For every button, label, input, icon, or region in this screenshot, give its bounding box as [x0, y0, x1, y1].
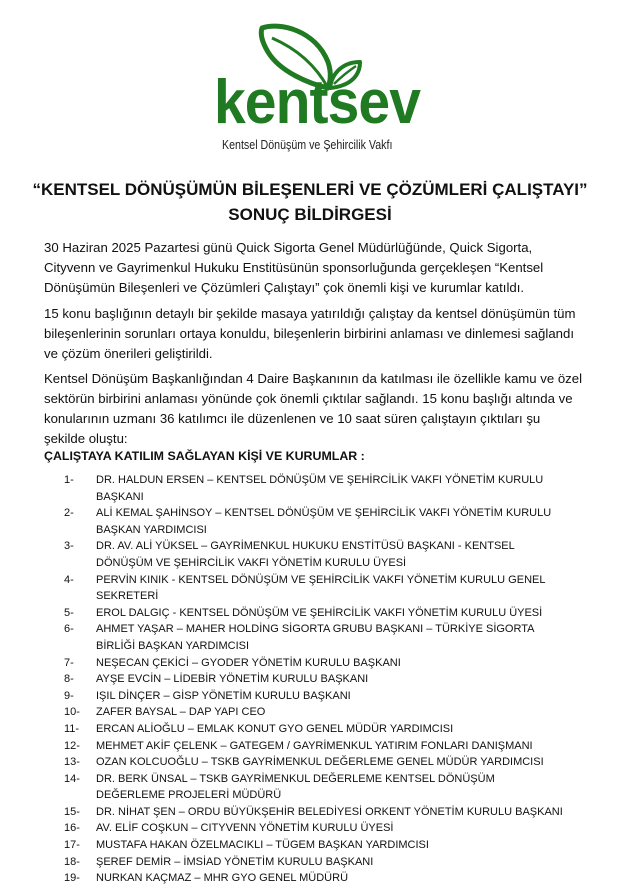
list-item	[64, 688, 564, 705]
item-number: 12-	[64, 739, 80, 752]
logo-wordmark: kentsev	[214, 68, 421, 137]
list-item	[64, 854, 564, 871]
item-text: ALİ KEMAL ŞAHİNSOY – KENTSEL DÖNÜŞÜM VE ŞEHİRCİLİK VAKFI YÖNETİM KURULU BAŞKAN YARDIMCISI	[96, 507, 552, 536]
item-number: 5-	[64, 606, 74, 619]
item-text: PERVİN KINIK - KENTSEL DÖNÜŞÜM VE ŞEHİRCİLİK VAKFI YÖNETİM KURULU GENEL SEKRETERİ	[96, 573, 546, 603]
list-item	[64, 655, 564, 672]
list-item	[64, 837, 564, 854]
participants-heading: ÇALIŞTAYA KATILIM SAĞLAYAN KİŞİ VE KURUMLAR :	[44, 449, 365, 463]
list-item	[64, 538, 564, 571]
item-text: DR. NİHAT ŞEN – ORDU BÜYÜKŞEHİR BELEDİYESİ ORKENT YÖNETİM KURULU BAŞKANI	[96, 805, 563, 818]
item-number: 19-	[64, 872, 80, 885]
item-number: 1-	[64, 474, 74, 486]
item-number: 10-	[64, 706, 80, 719]
logo-subtitle: Kentsel Dönüşüm ve Şehircilik Vakfı	[222, 137, 393, 152]
item-text: MUSTAFA HAKAN ÖZELMACIKLI – TÜGEM BAŞKAN YARDIMCISI	[96, 839, 429, 852]
list-item	[64, 738, 564, 755]
item-text: NURKAN KAÇMAZ – MHR GYO GENEL MÜDÜRÜ	[96, 872, 349, 885]
document-subtitle: SONUÇ BİLDİRGESİ	[228, 205, 392, 224]
item-text: OZAN KOLCUOĞLU – TSKB GAYRİMENKUL DEĞERLEME GENEL MÜDÜR YARDIMCISI	[96, 756, 544, 769]
item-text: NEŞECAN ÇEKİCİ – GYODER YÖNETİM KURULU BAŞKANI	[96, 656, 401, 669]
list-item	[64, 572, 564, 605]
item-number: 18-	[64, 855, 80, 868]
list-item	[64, 671, 564, 688]
item-text: AHMET YAŞAR – MAHER HOLDİNG SİGORTA GRUBU BAŞKANI – TÜRKİYE SİGORTA BİRLİĞİ BAŞKAN YARDIMCISI	[96, 623, 534, 652]
item-text: ŞEREF DEMİR – İMSİAD YÖNETİM KURULU BAŞKANI	[96, 855, 374, 868]
paragraph-intro: 30 Haziran 2025 Pazartesi günü Quick Sigorta Genel Müdürlüğünde, Quick Sigorta, Cityvenn ve Gayrimenkul Hukuku Enstitüsünün sponsorluğunda gerçekleşen “Kentsel Dönüşümün Bileşenleri ve Çözümleri Çalıştayı” çok önemli kişi ve kurumlar katıldı.	[44, 240, 544, 295]
kentsev-logo	[210, 22, 421, 152]
item-text: DR. BERK ÜNSAL – TSKB GAYRİMENKUL DEĞERLEME KENTSEL DÖNÜŞÜM DEĞERLEME PROJELERİ MÜDÜRÜ	[96, 772, 495, 802]
list-item	[64, 472, 564, 505]
list-item	[64, 621, 564, 654]
item-number: 17-	[64, 839, 80, 852]
item-text: IŞIL DİNÇER – GİSP YÖNETİM KURULU BAŞKANI	[96, 689, 351, 702]
item-text: AV. ELİF COŞKUN – CITYVENN YÖNETİM KURULU ÜYESİ	[96, 822, 394, 835]
paragraph-topics: 15 konu başlığının detaylı bir şekilde masaya yatırıldığı çalıştay da kentsel dönüşümün tüm bileşenlerinin sorunları ortaya konuldu, bileşenlerin birbirini anlaması ve dinlemesi sağlandı ve çözüm önerileri geliştirildi.	[44, 306, 576, 361]
item-text: DR. AV. ALİ YÜKSEL – GAYRİMENKUL HUKUKU ENSTİTÜSÜ BAŞKANI - KENTSEL DÖNÜŞÜM VE ŞEHİRCİLİK VAKFI YÖNETİM KURULU ÜYESİ	[96, 540, 515, 569]
item-number: 15-	[64, 805, 80, 818]
list-item	[64, 870, 564, 887]
list-item	[64, 754, 564, 771]
paragraph-outputs: Kentsel Dönüşüm Başkanlığından 4 Daire Başkanının da katılması ile özellikle kamu ve özel sektörün birbirini anlaması yönünde çok önemli çıktılar sağlandı. 15 konu başlığı altında ve konularının uzmanı 36 katılımcı ile düzenlenen ve 10 saat süren çalıştayın çıktıları şu şekilde oluştu:	[44, 371, 583, 446]
item-number: 16-	[64, 822, 80, 835]
list-item	[64, 804, 564, 821]
list-item	[64, 704, 564, 721]
item-number: 6-	[64, 623, 74, 636]
item-text: AYŞE EVCİN – LİDEBİR YÖNETİM KURULU BAŞKANI	[96, 673, 369, 686]
list-item	[64, 820, 564, 837]
item-text: EROL DALGIÇ - KENTSEL DÖNÜŞÜM VE ŞEHİRCİLİK VAKFI YÖNETİM KURULU ÜYESİ	[96, 606, 543, 619]
list-item	[64, 771, 564, 804]
participants-list	[64, 472, 564, 887]
list-item	[64, 721, 564, 738]
item-text: ERCAN ALİOĞLU – EMLAK KONUT GYO GENEL MÜDÜR YARDIMCISI	[96, 722, 454, 735]
item-number: 9-	[64, 689, 74, 702]
document-title: “KENTSEL DÖNÜŞÜMÜN BİLEŞENLERİ VE ÇÖZÜMLERİ ÇALIŞTAYI”	[32, 180, 588, 199]
list-item	[64, 605, 564, 622]
item-number: 2-	[64, 507, 74, 520]
list-item	[64, 505, 564, 538]
item-number: 13-	[64, 756, 80, 769]
item-number: 11-	[64, 722, 80, 735]
item-text: DR. HALDUN ERSEN – KENTSEL DÖNÜŞÜM VE ŞEHİRCİLİK VAKFI YÖNETİM KURULU BAŞKANI	[96, 474, 544, 503]
item-number: 4-	[64, 573, 74, 586]
item-text: ZAFER BAYSAL – DAP YAPI CEO	[96, 706, 266, 719]
item-number: 7-	[64, 656, 74, 669]
item-number: 14-	[64, 772, 80, 785]
item-number: 3-	[64, 540, 74, 553]
item-number: 8-	[64, 673, 74, 686]
item-text: MEHMET AKİF ÇELENK – GATEGEM / GAYRİMENKUL YATIRIM FONLARI DANIŞMANI	[96, 739, 533, 752]
